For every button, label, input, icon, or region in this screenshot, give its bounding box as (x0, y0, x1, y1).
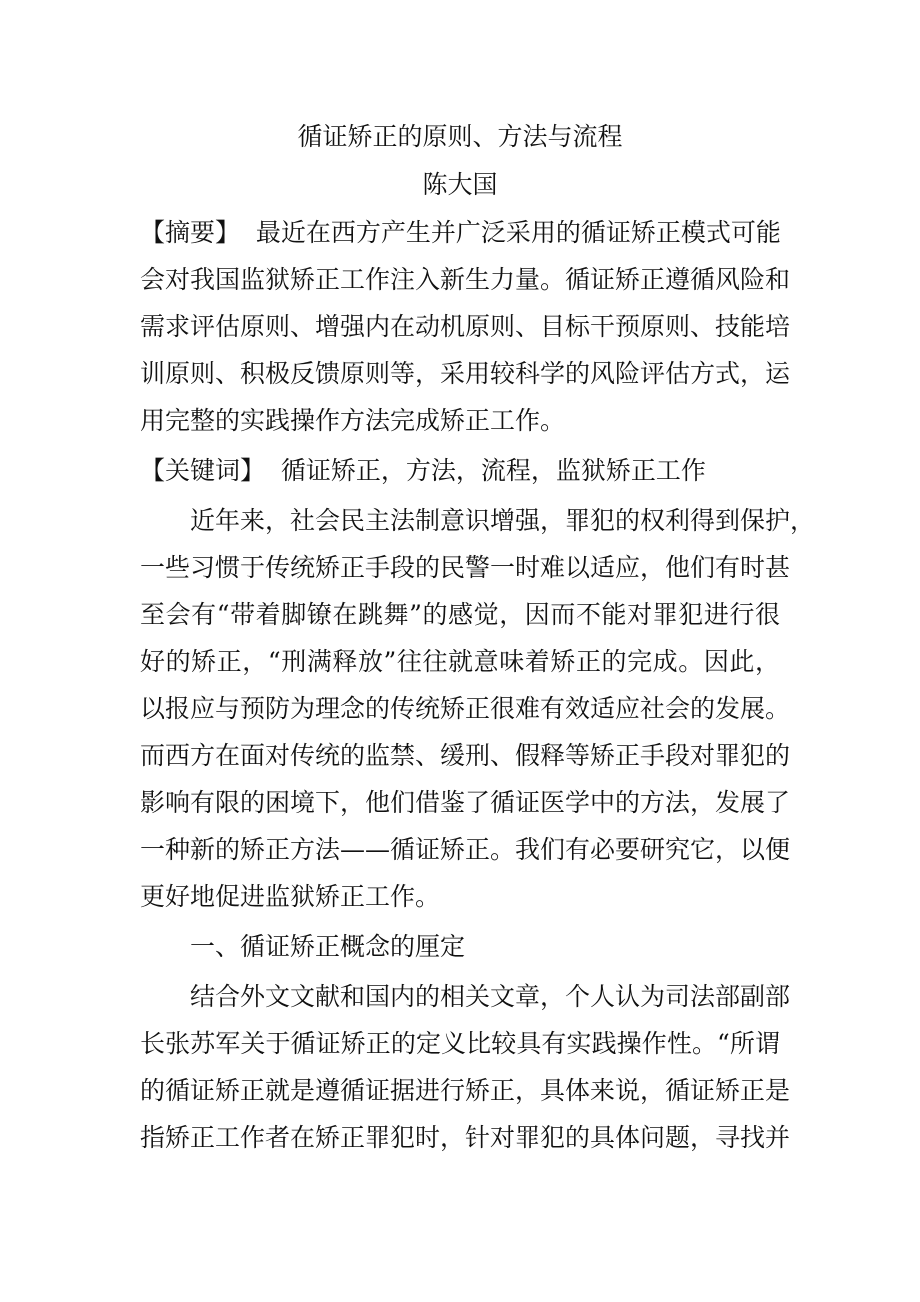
abstract-line-3: 需求评估原则、增强内在动机原则、目标干预原则、技能培 (140, 312, 791, 341)
intro-line-4: 好的矫正，“刑满释放”往往就意味着矫正的完成。因此， (140, 647, 780, 676)
intro-line-8: 一种新的矫正方法——循证矫正。我们有必要研究它，以便 (140, 835, 791, 864)
section1-line-4: 指矫正工作者在矫正罪犯时，针对罪犯的具体问题，寻找并 (140, 1123, 791, 1152)
section1-line-3: 的循证矫正就是遵循证据进行矫正，具体来说，循证矫正是 (140, 1076, 791, 1105)
intro-line-6: 而西方在面对传统的监禁、缓刑、假释等矫正手段对罪犯的 (140, 741, 791, 770)
document-title: 循证矫正的原则、方法与流程 (297, 122, 623, 151)
intro-line-2: 一些习惯于传统矫正手段的民警一时难以适应，他们有时甚 (140, 553, 791, 582)
abstract-text-1: 最近在西方产生并广泛采用的循证矫正模式可能 (255, 218, 781, 247)
keywords-label: 【关键词】 (140, 456, 266, 485)
keywords-text: 循证矫正，方法，流程，监狱矫正工作 (280, 456, 706, 485)
abstract-label: 【摘要】 (140, 218, 241, 247)
abstract-line-5: 用完整的实践操作方法完成矫正工作。 (140, 406, 566, 435)
abstract-line-4: 训原则、积极反馈原则等，采用较科学的风险评估方式，运 (140, 359, 791, 388)
keywords-line (140, 449, 780, 493)
section1-heading: 一、循证矫正概念的厘定 (190, 932, 466, 961)
abstract-line-2: 会对我国监狱矫正工作注入新生力量。循证矫正遵循风险和 (140, 265, 791, 294)
intro-line-7: 影响有限的困境下，他们借鉴了循证医学中的方法，发展了 (140, 788, 791, 817)
document-author: 陈大国 (422, 170, 498, 199)
intro-line-9: 更好地促进监狱矫正工作。 (140, 882, 441, 911)
intro-line-1: 近年来，社会民主法制意识增强，罪犯的权利得到保护， (190, 506, 816, 535)
intro-line-3: 至会有“带着脚镣在跳舞”的感觉，因而不能对罪犯进行很 (140, 600, 780, 629)
abstract-line-1 (140, 211, 780, 255)
section1-line-1: 结合外文文献和国内的相关文章，个人认为司法部副部 (190, 982, 791, 1011)
section1-line-2: 长张苏军关于循证矫正的定义比较具有实践操作性。“所谓 (140, 1029, 780, 1058)
intro-line-5: 以报应与预防为理念的传统矫正很难有效适应社会的发展。 (140, 694, 791, 723)
